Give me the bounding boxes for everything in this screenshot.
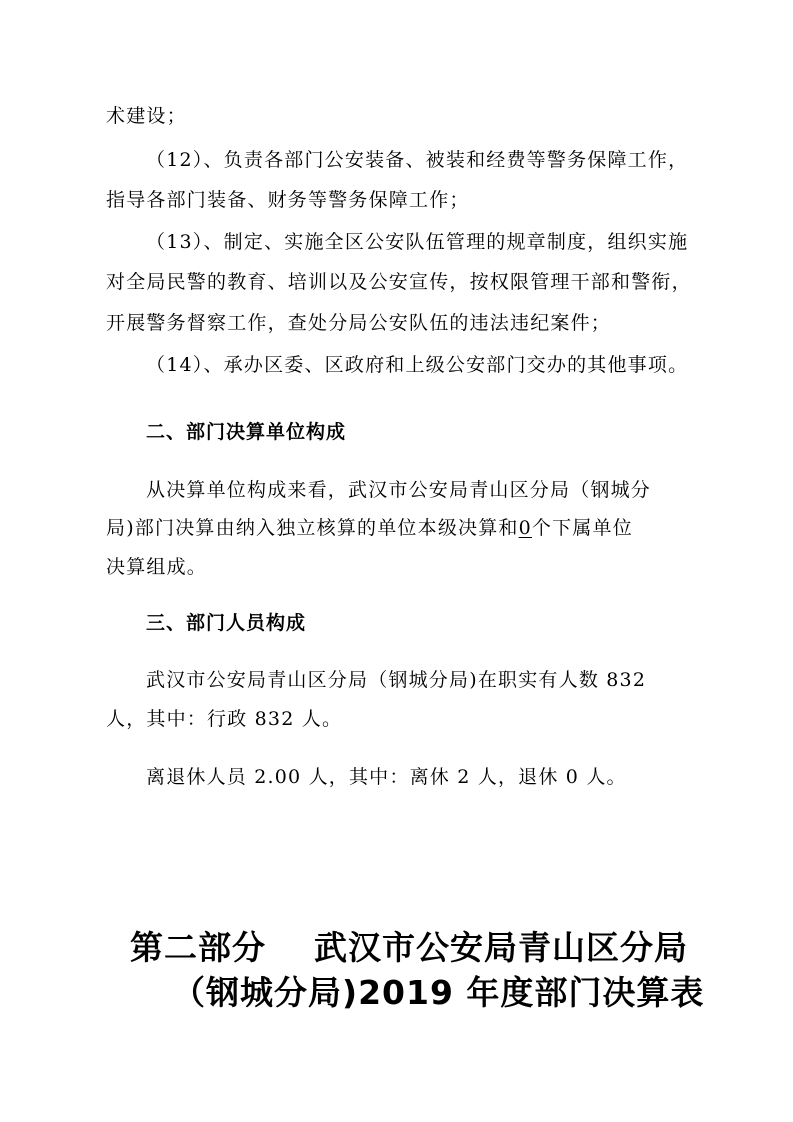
part-subtitle: （钢城分局)2019 年度部门决算表	[172, 973, 705, 1012]
paragraph-line: 决算组成。	[106, 556, 208, 578]
section-heading: 三、部门人员构成	[146, 612, 307, 634]
list-item-12-continued: 指导各部门装备、财务等警务保障工作；	[106, 189, 470, 211]
retired-count-line: 离退休人员 2.00 人，其中：离休 2 人，退休 0 人。	[146, 766, 627, 788]
part-label: 第二部分	[130, 928, 266, 967]
list-item-13-continued: 开展警务督察工作，查处分局公安队伍的违法违纪案件；	[106, 312, 612, 334]
list-item-12: （12）、负责各部门公安装备、被装和经费等警务保障工作，	[146, 149, 689, 171]
body-line: 术建设；	[106, 105, 187, 127]
organization-name: 武汉市公安局青山区分局	[314, 928, 688, 967]
paragraph-text: 局)部门决算由纳入独立核算的单位本级决算和	[106, 517, 519, 539]
part-title	[130, 928, 688, 968]
section-heading: 二、部门决算单位构成	[146, 421, 347, 443]
paragraph-line: 从决算单位构成来看，武汉市公安局青山区分局（钢城分	[146, 479, 652, 501]
list-item-14: （14）、承办区委、区政府和上级公安部门交办的其他事项。	[146, 354, 689, 376]
subordinate-unit-count: 0	[518, 517, 532, 539]
paragraph-line	[106, 516, 633, 540]
staff-count-line: 武汉市公安局青山区分局（钢城分局)在职实有人数 832	[146, 669, 647, 691]
list-item-13: （13）、制定、实施全区公安队伍管理的规章制度，组织实施	[146, 231, 689, 253]
staff-count-line: 人，其中：行政 832 人。	[106, 708, 343, 730]
paragraph-text: 个下属单位	[531, 517, 633, 539]
list-item-13-continued: 对全局民警的教育、培训以及公安宣传，按权限管理干部和警衔，	[106, 271, 692, 293]
